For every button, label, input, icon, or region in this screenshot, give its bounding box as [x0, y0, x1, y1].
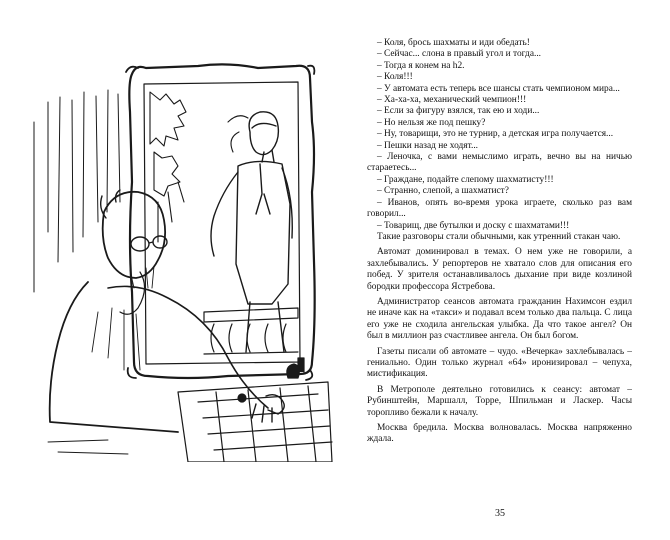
illustration: [28, 62, 333, 462]
text-paragraph: – Леночка, с вами немыслимо играть, вечно вы на ничью стараетесь...: [367, 152, 632, 174]
text-paragraph: – Сейчас... слона в правый угол и тогда...: [377, 49, 542, 60]
text-paragraph: – Иванов, опять во-время урока играете, сколько раз вам говорил...: [367, 197, 632, 220]
text-paragraph: – Граждане, подайте слепому шахматисту!!!: [377, 174, 554, 185]
text-paragraph: – Если за фигуру взялся, так ею и ходи...: [377, 106, 540, 117]
picture-frame: [126, 64, 315, 380]
page-number: 35: [495, 508, 505, 519]
text-paragraph: Москва бредила. Москва волновалась. Москва напряженно ждала.: [367, 423, 632, 445]
text-column: [367, 38, 632, 446]
text-paragraph: – Коля!!!: [377, 72, 413, 83]
text-paragraph: – Коля, брось шахматы и иди обедать!: [377, 38, 530, 48]
text-paragraph: – Товарищ, две бутылки и доску с шахматами!!!: [377, 220, 570, 231]
shadow-lines: [48, 440, 128, 454]
text-paragraph: – Тогда я конем на h2.: [377, 60, 465, 71]
text-paragraph: Такие разговоры стали обычными, как утренний стакан чаю.: [377, 231, 621, 242]
text-paragraph: – Ну, товарищи, это не турнир, а детская игра получается...: [377, 129, 614, 140]
text-paragraph: – Но нельзя же под пешку?: [377, 117, 486, 128]
text-paragraph: Администратор сеансов автомата гражданин Нахимсон ездил не иначе как на «такси» и подавал всем только два пальца. С лица его уже не сходила ангельская улыбка. Да что такое ангел? Он был в миллион раз счастливее ангела. Он был богом.: [367, 296, 632, 342]
text-paragraph: Автомат доминировал в темах. О нем уже не говорили, а захлебывались. У репортеров не хватало слов для описания его побед. У зрителя останавливалось дыхание при виде козлиной бородки профессора Ястребова.: [367, 247, 632, 292]
painted-man: [211, 112, 292, 352]
text-paragraph: В Метрополе деятельно готовились к сеансу: автомат – Рубинштейн, Маршалл, Торре, Шпильман и Ласкер. Часы торопливо бежали к началу.: [367, 384, 632, 418]
text-paragraph: – Странно, слепой, а шахматист?: [377, 186, 509, 197]
text-paragraph: – Пешки назад не ходят...: [377, 140, 479, 151]
painted-balustrade: [204, 308, 298, 354]
text-paragraph: – Ха-ха-ха, механический чемпион!!!: [377, 95, 527, 106]
text-paragraph: – У автомата есть теперь все шансы стать чемпионом мира...: [377, 83, 620, 94]
wall-hatching: [34, 90, 120, 292]
text-paragraph: Газеты писали об автомате – чудо. «Вечерка» захлебывалась – гениально. Один только журнал «64» иронизировал – чепуха, мистификация.: [367, 346, 632, 380]
